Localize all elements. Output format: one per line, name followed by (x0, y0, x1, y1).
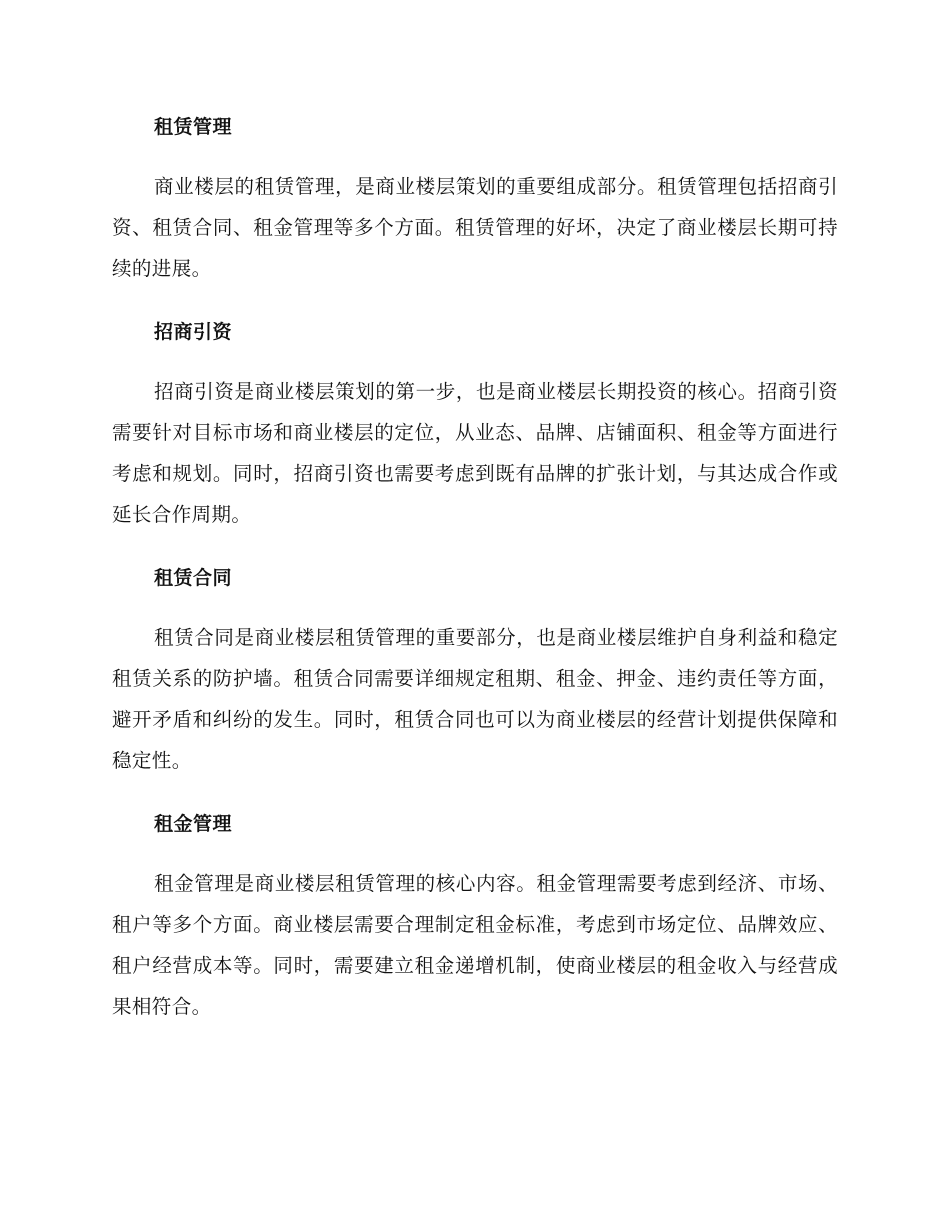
section-lease-contract (112, 563, 838, 781)
section-paragraph: 商业楼层的租赁管理，是商业楼层策划的重要组成部分。租赁管理包括招商引资、租赁合同、租金管理等多个方面。租赁管理的好坏，决定了商业楼层长期可持续的进展。 (112, 175, 838, 280)
section-investment-attraction (112, 317, 838, 535)
section-heading: 租赁合同 (154, 567, 233, 589)
section-heading: 招商引资 (154, 321, 233, 343)
section-paragraph: 招商引资是商业楼层策划的第一步，也是商业楼层长期投资的核心。招商引资需要针对目标市场和商业楼层的定位，从业态、品牌、店铺面积、租金等方面进行考虑和规划。同时，招商引资也需要考虑到既有品牌的扩张计划，与其达成合作或延长合作周期。 (112, 380, 838, 526)
section-rental-management (112, 112, 838, 289)
section-heading: 租金管理 (154, 813, 233, 835)
section-rent-management (112, 809, 838, 1027)
section-paragraph: 租金管理是商业楼层租赁管理的核心内容。租金管理需要考虑到经济、市场、租户等多个方面。商业楼层需要合理制定租金标准，考虑到市场定位、品牌效应、租户经营成本等。同时，需要建立租金递增机制，使商业楼层的租金收入与经营成果相符合。 (112, 872, 838, 1018)
section-paragraph: 租赁合同是商业楼层租赁管理的重要部分，也是商业楼层维护自身利益和稳定租赁关系的防护墙。租赁合同需要详细规定租期、租金、押金、违约责任等方面，避开矛盾和纠纷的发生。同时，租赁合同也可以为商业楼层的经营计划提供保障和稳定性。 (112, 626, 838, 772)
document-content (112, 112, 838, 1055)
section-heading: 租赁管理 (154, 116, 233, 138)
